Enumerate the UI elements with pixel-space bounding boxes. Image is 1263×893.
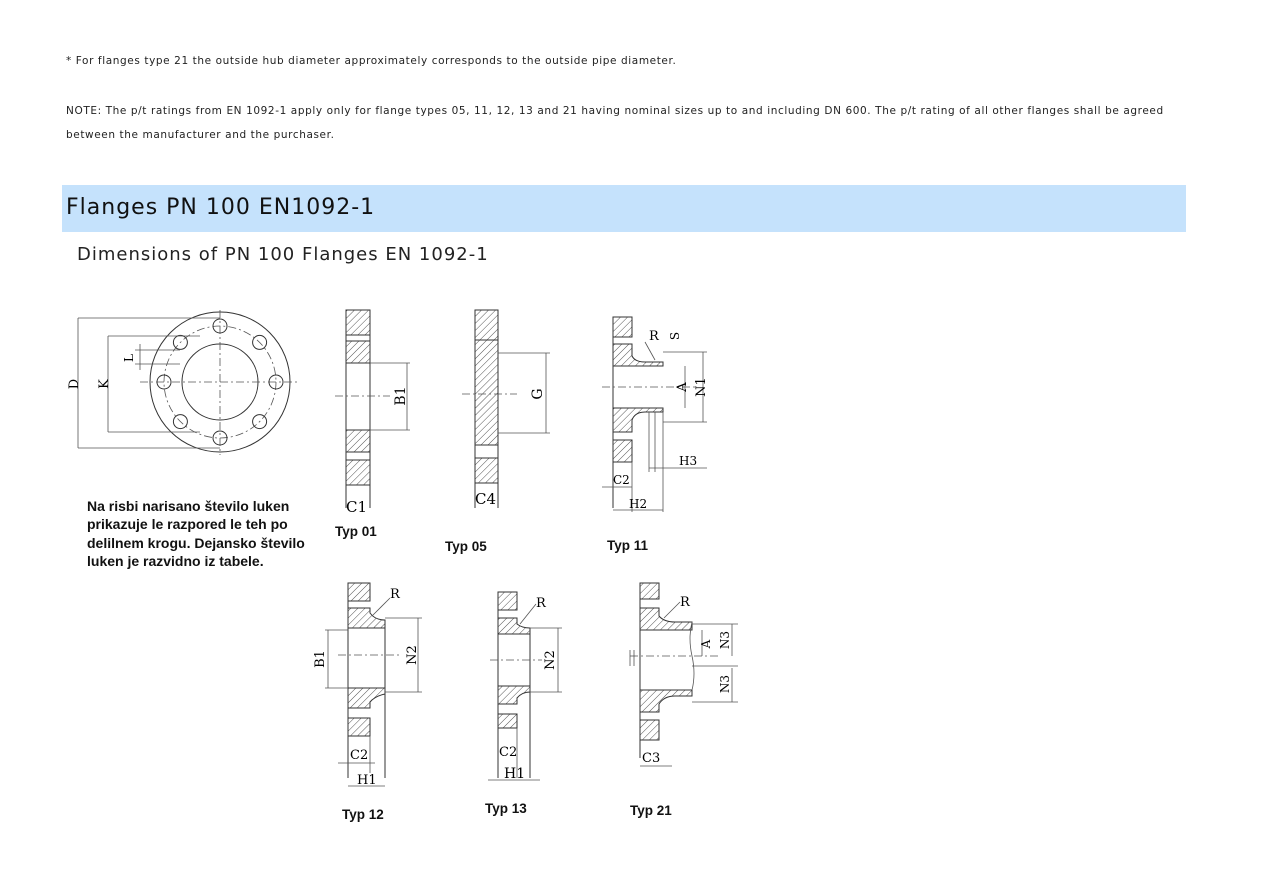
section-header — [62, 185, 1186, 232]
label-k: K — [97, 379, 112, 389]
label-n3-bottom: N3 — [718, 674, 732, 694]
typ12-caption: Typ 12 — [342, 807, 384, 822]
label-c2: C2 — [499, 745, 518, 760]
typ21-drawing — [620, 578, 745, 773]
label-r: R — [680, 595, 690, 610]
drawing-note: Na risbi narisano število luken prikazuje le razpored le teh po delilnem krogu. Dejansko število luken je razvidno iz tabele. — [87, 498, 305, 569]
label-r: R — [536, 596, 546, 611]
label-r: R — [390, 587, 400, 602]
typ01-caption: Typ 01 — [335, 524, 377, 539]
typ13-drawing — [480, 588, 580, 788]
section-title: Flanges PN 100 EN1092-1 — [66, 195, 376, 220]
label-l: L — [122, 354, 136, 362]
typ21-caption: Typ 21 — [630, 803, 672, 818]
label-b1: B1 — [393, 386, 409, 406]
label-n3-top: N3 — [718, 630, 732, 650]
label-h3: H3 — [679, 454, 698, 468]
footnote-hub-diameter: * For flanges type 21 the outside hub diameter approximately corresponds to the outside pipe diameter. — [66, 55, 677, 67]
typ01-drawing — [335, 308, 425, 518]
label-c1: C1 — [346, 498, 368, 516]
label-c3: C3 — [642, 751, 661, 766]
label-c2: C2 — [613, 473, 630, 487]
typ11-drawing — [597, 312, 727, 518]
label-r: R — [649, 329, 659, 344]
label-n2: N2 — [405, 645, 420, 665]
typ05-caption: Typ 05 — [445, 539, 487, 554]
label-a: A — [675, 382, 690, 392]
section-subtitle: Dimensions of PN 100 Flanges EN 1092-1 — [77, 244, 489, 265]
note-pt-ratings: NOTE: The p/t ratings from EN 1092-1 apply only for flange types 05, 11, 12, 13 and 21 having nominal sizes up to and including DN 600. The p/t rating of all other flanges shall be agreed between the manufacturer and the purchaser. — [66, 105, 1164, 141]
flange-front-view-drawing — [67, 310, 300, 460]
label-h1: H1 — [357, 773, 377, 788]
label-c4: C4 — [475, 490, 497, 508]
typ12-drawing — [310, 578, 430, 790]
label-b1: B1 — [313, 650, 328, 668]
typ13-caption: Typ 13 — [485, 801, 527, 816]
label-h2: H2 — [629, 497, 648, 511]
label-a: A — [699, 639, 713, 649]
label-d: D — [67, 378, 82, 390]
typ11-caption: Typ 11 — [607, 538, 649, 553]
label-c2: C2 — [350, 748, 369, 763]
label-n2: N2 — [543, 650, 558, 670]
label-s: S — [668, 331, 682, 341]
label-n1: N1 — [694, 377, 709, 397]
typ05-drawing — [462, 308, 562, 513]
label-g: G — [530, 388, 546, 400]
label-h1: H1 — [504, 766, 526, 782]
